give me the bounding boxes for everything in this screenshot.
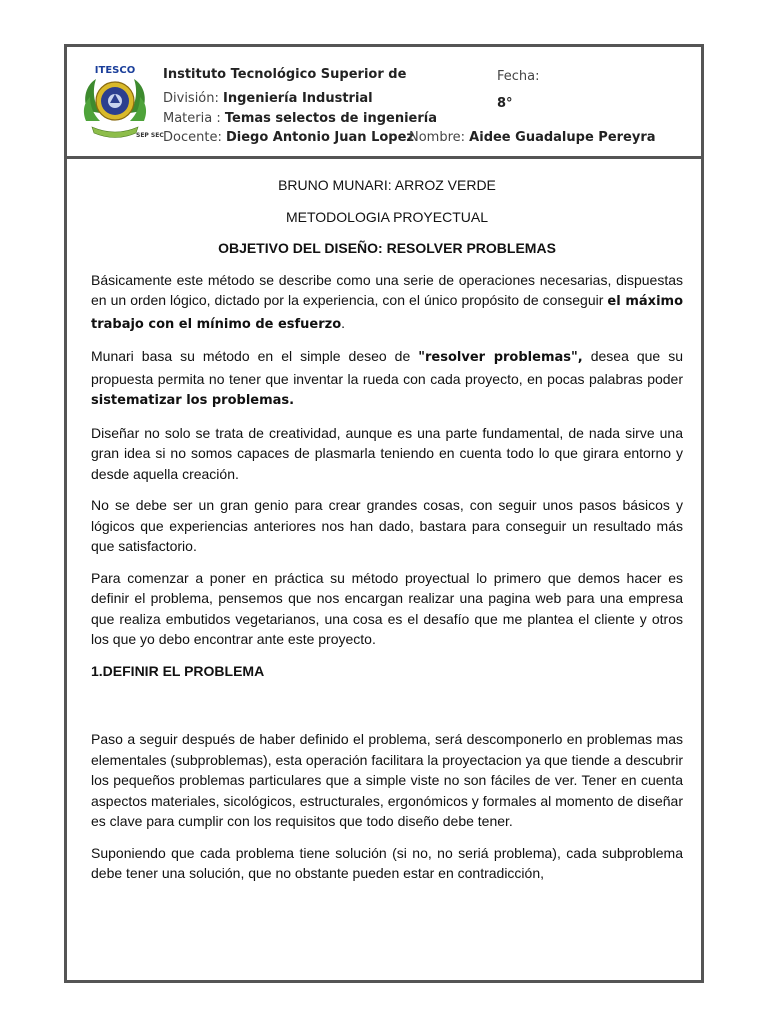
- document-body: [91, 175, 683, 895]
- paragraph-4: No se debe ser un gran genio para crear grandes cosas, con seguir unos pasos básicos y lógicos que experiencias anteriores nos han dado, bastara para conseguir un resultado más que satisfactorio.: [91, 497, 683, 554]
- paragraph-6: Paso a seguir después de haber definido el problema, será descomponerlo en problemas mas elementales (subproblemas), esta operación facilitara la proyectacion ya que tiende a descubrir los pequeños problemas particulares que a simple viste no son fáciles de ver. Tener en cuenta aspectos materiales, sicológicos, estructurales, ergonómicos y formales al momento de diseñar es clave para cumplir con los requisitos que todo diseño debe tener.: [91, 731, 683, 829]
- nombre-row: [409, 128, 656, 148]
- paragraph-5: Para comenzar a poner en práctica su método proyectual lo primero que demos hacer es definir el problema, pensemos que nos encargan realizar una pagina web para una empresa que realiza embutidos vegetarianos, una cosa es el desafío que me plantea el cliente y otros los que yo debo encontrar ante este proyecto.: [91, 569, 683, 647]
- document-page: [64, 44, 704, 983]
- docente-row: [163, 128, 414, 148]
- paragraph-1: Básicamente este método se describe como una serie de operaciones necesarias, dispuestas en un orden lógico, dictado por la experiencia, con el único propósito de conseguir el máximo trabajo con el mínimo de esfuerzo.: [91, 271, 683, 332]
- division-value: Ingeniería Industrial: [223, 91, 373, 106]
- division-row: [163, 89, 373, 109]
- paragraph-7: Suponiendo que cada problema tiene solución (si no, no seriá problema), cada subproblema debe tener una solución, que no obstante pueden estar en contradicción,: [91, 844, 683, 881]
- itesco-logo: [74, 63, 164, 147]
- doc-subtitle: METODOLOGIA PROYECTUAL: [285, 208, 488, 225]
- docente-label: Docente:: [163, 130, 222, 145]
- fecha-label: Fecha:: [497, 69, 540, 84]
- semester-value: 8°: [497, 96, 513, 111]
- institute-name: Instituto Tecnológico Superior de: [163, 67, 407, 82]
- docente-value: Diego Antonio Juan Lopez: [225, 130, 414, 145]
- document-header: [67, 47, 701, 159]
- materia-label: Materia :: [163, 111, 221, 126]
- nombre-label: Nombre:: [409, 130, 466, 145]
- paragraph-2: Munari basa su método en el simple deseo de "resolver problemas", desea que su propuesta permita no tener que inventar la rueda con cada proyecto, en pocas palabras poder sistematizar los problemas.: [91, 348, 683, 408]
- materia-row: [163, 109, 437, 129]
- doc-objective-heading: OBJETIVO DEL DISEÑO: RESOLVER PROBLEMAS: [218, 240, 556, 256]
- materia-value: Temas selectos de ingeniería: [224, 111, 437, 126]
- logo-sub: SEP SEC: [136, 132, 164, 139]
- logo-text: ITESCO: [94, 65, 136, 76]
- paragraph-3: Diseñar no solo se trata de creatividad, aunque es una parte fundamental, de nada sirve una gran idea si no somos capaces de plasmarla teniendo en cuenta todo lo que girara entorno y desde aquella creación.: [91, 424, 683, 482]
- section-heading-define-problem: 1.DEFINIR EL PROBLEMA: [91, 662, 265, 679]
- division-label: División:: [163, 91, 219, 106]
- doc-title: BRUNO MUNARI: ARROZ VERDE: [278, 177, 496, 193]
- nombre-value: Aidee Guadalupe Pereyra: [469, 130, 656, 145]
